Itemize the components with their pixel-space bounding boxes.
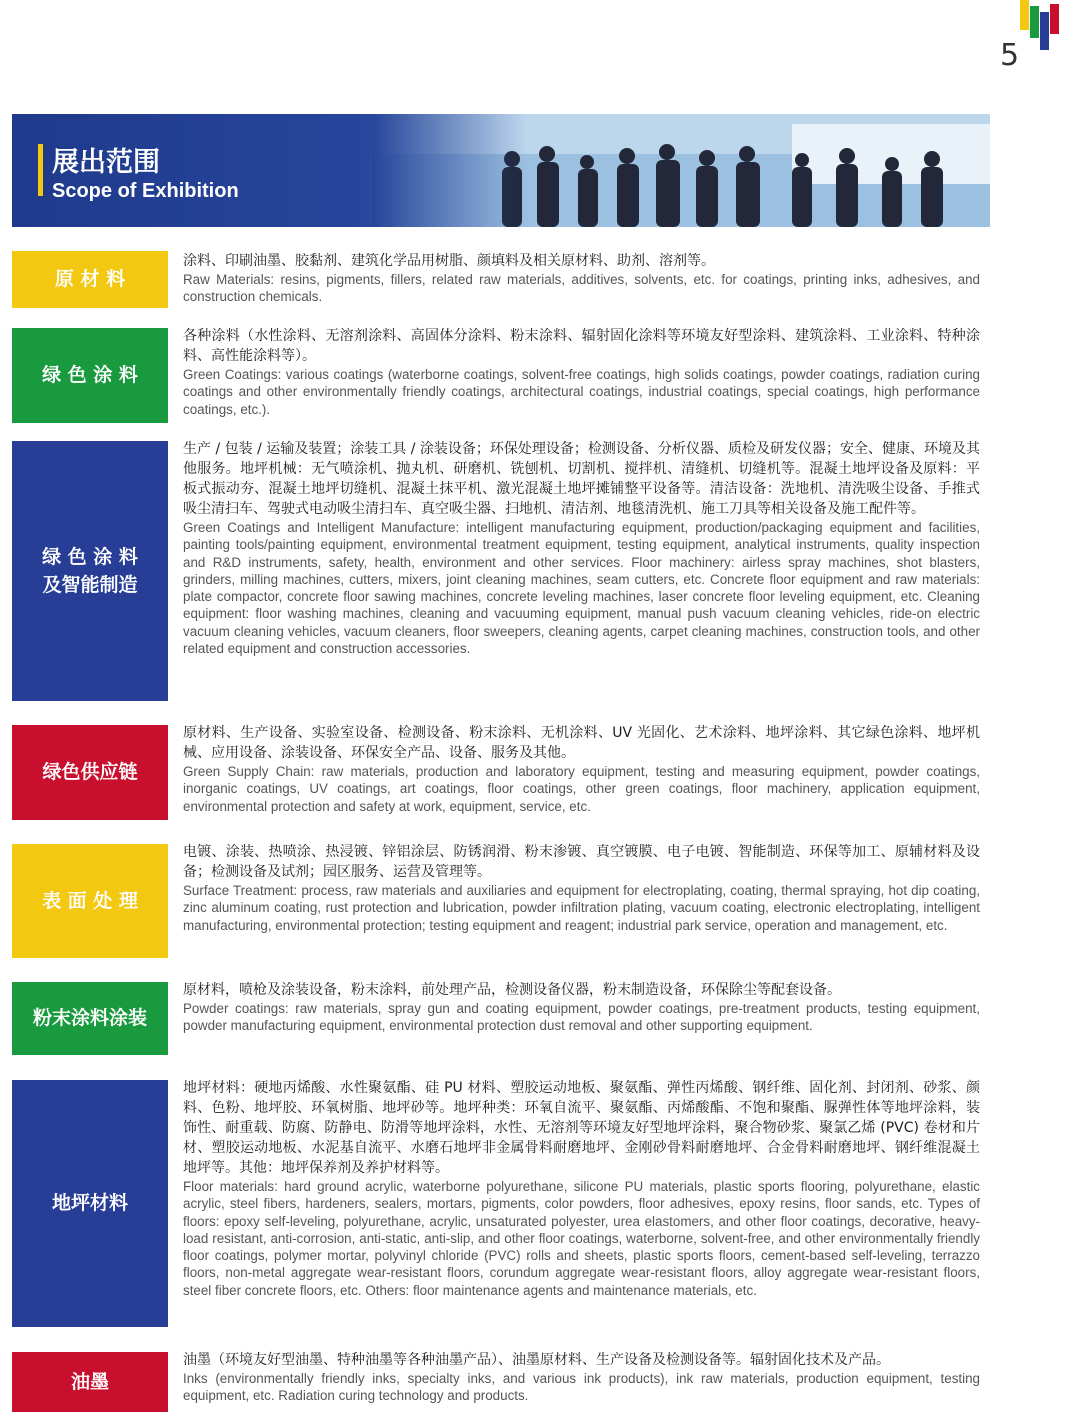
section-text-zh: 生产 / 包装 / 运输及装置；涂装工具 / 涂装设备；环保处理设备；检测设备、分析仪器、质检及研发仪器；安全、健康、环境及其他服务。地坪机械：无气喷涂机、抛丸机、研磨机、铣刨机、切割机、搅拌机、清缝机、切缝机等。混凝土地坪设备及原料：平板式振动夯、混凝土地坪切缝机、混凝土抹平机、激光混凝土地坪摊铺整平设备等。清洁设备：洗地机、清洗吸尘设备、手推式吸尘清扫车、驾驶式电动吸尘清扫车、真空吸尘器、扫地机、清洁剂、地毯清洗机、施工刀具等相关设备及施工配件等。 [183, 441, 980, 517]
section-text-en: Green Coatings and Intelligent Manufacture: intelligent manufacturing equipment, production/packaging equipment and facilities, painting tools/painting equipment, environmental treatment equipment, testing equipment, analytical instruments, quality inspection and R&D instruments, safety, health, environment and other services. Floor machinery: airless spray machines, shot blasters, grinders, milling machines, cutters, mixers, joint cleaning machines, seam cutters, etc. Concrete floor equipment and raw materials: plate compactor, concrete floor sawing machines, concrete leveling machines, laser concrete floor leveling equipment, etc. Cleaning equipment: floor washing machines, cleaning and vacuuming equipment, manual push vacuum cleaning vehicles, ride-on electric vacuum cleaning vehicles, vacuum cleaners, floor sweepers, cleaning agents, carpet cleaning machines, construction tools, and other related equipment and construction accessories. [183, 520, 980, 657]
section-label: 表 面 处 理 [12, 844, 168, 958]
section-text-zh: 地坪材料：硬地丙烯酸、水性聚氨酯、硅 PU 材料、塑胶运动地板、聚氨酯、弹性丙烯酸、钢纤维、固化剂、封闭剂、砂浆、颜料、色粉、地坪胶、环氧树脂、地坪砂等。地坪种类：环氧自流平、聚氨酯、丙烯酸酯、不饱和聚酯、脲弹性体等地坪涂料，装饰性、耐重载、防腐、防静电、防滑等地坪涂料，水性、无溶剂等环境友好型地坪涂料，聚合物砂浆、聚氯乙烯 (PVC) 卷材和片材、塑胶运动地板、水泥基自流平、水磨石地坪非金属骨料耐磨地坪、金刚砂骨料耐磨地坪、合金骨料耐磨地坪、钢纤维混凝土地坪等。其他：地坪保养剂及养护材料等。 [183, 1080, 980, 1176]
section-text-en: Green Supply Chain: raw materials, production and laboratory equipment, testing and measuring equipment, powder coatings, inorganic coatings, UV coatings, art coatings, floor coatings, other green coatings, floor machinery, application equipment, environmental protection and safety at work, equipment, service, etc. [183, 764, 980, 814]
title-accent-bar [38, 144, 43, 196]
section-text-zh: 涂料、印刷油墨、胶黏剂、建筑化学品用树脂、颜填料及相关原材料、助剂、溶剂等。 [183, 253, 715, 269]
page-number: 5 [1000, 38, 1020, 73]
banner-title-zh: 展出范围 [52, 147, 160, 178]
section-text-zh: 原材料、生产设备、实验室设备、检测设备、粉末涂料、无机涂料、UV 光固化、艺术涂料、地坪涂料、其它绿色涂料、地坪机械、应用设备、涂装设备、环保安全产品、设备、服务及其他。 [183, 725, 980, 761]
exhibition-photo [372, 114, 990, 227]
section-label: 绿 色 涂 料 [12, 328, 168, 423]
section-label: 地坪材料 [12, 1080, 168, 1327]
brand-logo-icon [1016, 0, 1064, 60]
scope-banner [12, 114, 990, 227]
section-text-en: Inks (environmentally friendly inks, specialty inks, and various ink products), ink raw materials, production equipment, testing equipment, etc. Radiation curing technology and products. [183, 1371, 980, 1404]
section-label: 原 材 料 [12, 251, 168, 308]
section-text-zh: 油墨（环境友好型油墨、特种油墨等各种油墨产品）、油墨原材料、生产设备及检测设备等。辐射固化技术及产品。 [183, 1352, 890, 1368]
section-text-en: Surface Treatment: process, raw materials and auxiliaries and equipment for electroplating, coating, thermal spraying, hot dip coating, zinc aluminum coating, rust protection and lubrication, powder infiltration plating, vacuum coating, electronic electroplating, intelligent manufacturing, environmental protection; testing equipment and reagent; industrial park service, operation and management, etc. [183, 883, 980, 933]
section-label: 粉末涂料涂装 [12, 982, 168, 1055]
section-label: 油墨 [12, 1352, 168, 1412]
section-text-en: Green Coatings: various coatings (waterborne coatings, solvent-free coatings, high solids coatings, powder coatings, radiation curing coatings and other environmentally friendly coatings, architectural coatings, industrial coatings, special coatings, high performance coatings, etc.). [183, 367, 980, 417]
section-text-zh: 电镀、涂装、热喷涂、热浸镀、锌铝涂层、防锈润滑、粉末渗镀、真空镀膜、电子电镀、智能制造、环保等加工、原辅材料及设备；检测设备及试剂；园区服务、运营及管理等。 [183, 844, 980, 880]
section-label: 绿色供应链 [12, 725, 168, 820]
section-text-en: Floor materials: hard ground acrylic, waterborne polyurethane, silicone PU materials, plastic sports flooring, polyurethane, elastic acrylic, steel fibers, hardeners, sealers, mortars, pigments, color powders, floor adhesives, epoxy resins, floor sands, etc. Types of floors: epoxy self-leveling, polyurethane, acrylic, unsaturated polyester, urea elastomers, and other floor coatings, decorative, heavy-load resistant, anti-corrosion, anti-static, anti-slip, and other floor coatings, waterborne, solvent-free, and other environmentally friendly floor coatings, polymer mortar, polyvinyl chloride (PVC) rolls and sheets, plastic sports floors, cement-based self-leveling, terrazzo floors, non-metal aggregate wear-resistant floors, corundum aggregate wear-resistant floors, alloy aggregate wear-resistant floors, steel fiber concrete floors, etc. Others: floor maintenance agents and maintenance materials, etc. [183, 1179, 980, 1298]
section-text-en: Raw Materials: resins, pigments, fillers, related raw materials, additives, solvents, etc. for coatings, printing inks, adhesives, and construction chemicals. [183, 272, 980, 305]
section-text-zh: 各种涂料（水性涂料、无溶剂涂料、高固体分涂料、粉末涂料、辐射固化涂料等环境友好型涂料、建筑涂料、工业涂料、特种涂料、高性能涂料等）。 [183, 328, 980, 364]
section-text-zh: 原材料，喷枪及涂装设备，粉末涂料，前处理产品，检测设备仪器，粉末制造设备，环保除尘等配套设备。 [183, 982, 841, 998]
banner-title-en: Scope of Exhibition [52, 180, 239, 202]
section-label: 绿 色 涂 料 及智能制造 [12, 441, 168, 701]
section-text-en: Powder coatings: raw materials, spray gun and coating equipment, powder coatings, pre-treatment products, testing equipment, powder manufacturing equipment, environmental protection dust removal and other supporting equipment. [183, 1001, 980, 1034]
